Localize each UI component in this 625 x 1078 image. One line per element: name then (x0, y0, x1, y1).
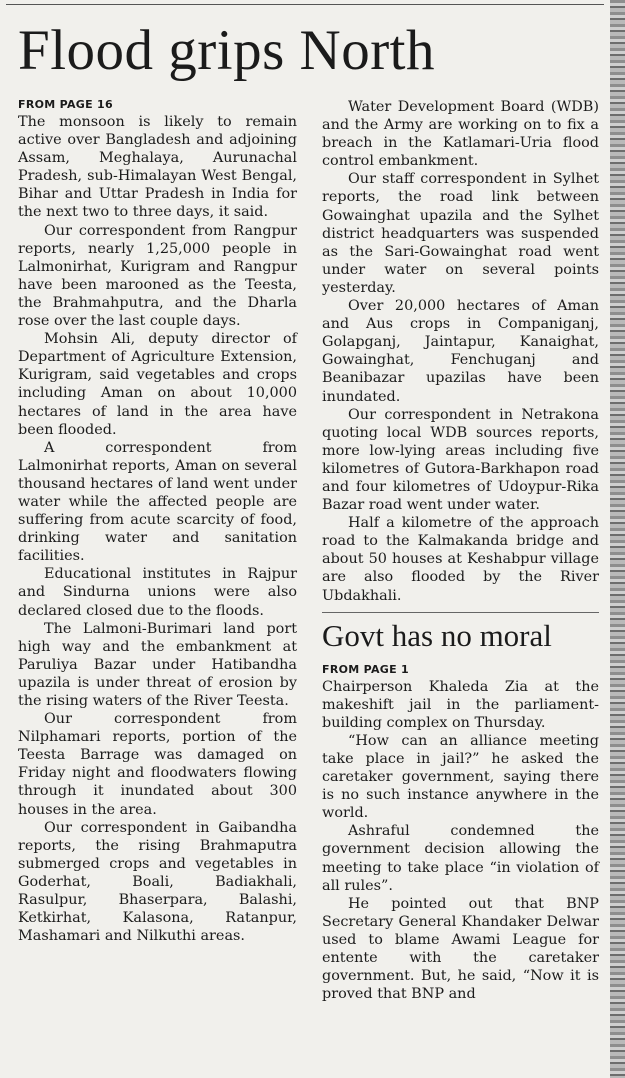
paragraph: The Lalmoni-Burimari land port high way and the embankment at Paruliya Bazar under Hatibandha upazila is under threat of erosion by the rising waters of the River Teesta. (18, 620, 297, 709)
story-divider (322, 612, 599, 613)
paragraph: Educational institutes in Rajpur and Sindurna unions were also declared closed due to the floods. (18, 566, 297, 619)
paragraph: Mohsin Ali, deputy director of Department of Agriculture Extension, Kurigram, said vegetables and crops including Aman on about 10,000 hectares of land in the area have been flooded. (18, 331, 297, 438)
right-column (322, 98, 599, 1003)
paragraph: The monsoon is likely to remain active over Bangladesh and adjoining Assam, Meghalaya, Aurunachal Pradesh, sub-Himalayan West Bengal, Bihar and Uttar Pradesh in India for the next two to three days, it said. (18, 114, 297, 221)
top-rule (6, 4, 604, 5)
paragraph: Ashraful condemned the government decision allowing the meeting to take place “in violation of all rules”. (322, 823, 599, 894)
paragraph: Our correspondent in Gaibandha reports, the rising Brahmaputra submerged crops and vegetables in Goderhat, Boali, Badiakhali, Rasulpur, Bhaserpara, Balashi, Ketkirhat, Kalasona, Ratanpur, Mashamari and Nilkuthi areas. (18, 819, 297, 945)
paragraph: Water Development Board (WDB) and the Army are working on to fix a breach in the Katlamari-Uria flood control embankment. (322, 99, 599, 170)
story2-kicker: FROM PAGE 1 (322, 662, 410, 676)
paragraph: Our correspondent from Rangpur reports, nearly 1,25,000 people in Lalmonirhat, Kurigram and Rangpur have been marooned as the Teesta, the Brahmahputra, and the Dharla rose over the last couple days. (18, 222, 297, 330)
paragraph: Our staff correspondent in Sylhet reports, the road link between Gowainghat upazila and the Sylhet district headquarters was suspended as the Sari-Gowainghat road went under water on several points yesterday. (322, 171, 599, 296)
paragraph: A correspondent from Lalmonirhat reports, Aman on several thousand hectares of land went under water while the affected people are suffering from acute scarcity of food, drinking water and sanitation facilities. (18, 439, 297, 565)
paragraph: He pointed out that BNP Secretary General Khandaker Delwar used to blame Awami League for entente with the caretaker government. But, he said, “Now it is proved that BNP and (322, 895, 599, 1003)
story2-headline: Govt has no moral (322, 617, 552, 653)
story1-kicker: FROM PAGE 16 (18, 98, 113, 111)
headline: Flood grips North (18, 19, 436, 82)
paragraph: Half a kilometre of the approach road to the Kalmakanda bridge and about 50 houses at Keshabpur village are also flooded by the River Ubdakhali. (322, 515, 599, 604)
paragraph: Chairperson Khaleda Zia at the makeshift jail in the parliament-building complex on Thursday. (322, 678, 599, 731)
torn-edge (610, 0, 625, 1078)
paragraph: Our correspondent from Nilphamari reports, portion of the Teesta Barrage was damaged on Friday night and floodwaters flowing through it inundated about 300 houses in the area. (18, 711, 297, 818)
paragraph: Our correspondent in Netrakona quoting local WDB sources reports, more low-lying areas including five kilometres of Gutora-Barkhapon road and four kilometres of Udoypur-Rika Bazar road went under water. (322, 406, 599, 514)
paragraph: Over 20,000 hectares of Aman and Aus crops in Companiganj, Golapganj, Jaintapur, Kanaighat, Gowainghat, Fenchuganj and Beanibazar upazilas have been inundated. (322, 298, 599, 405)
paragraph: “How can an alliance meeting take place in jail?” he asked the caretaker government, saying there is no such instance anywhere in the world. (322, 732, 599, 822)
left-column (18, 98, 297, 945)
